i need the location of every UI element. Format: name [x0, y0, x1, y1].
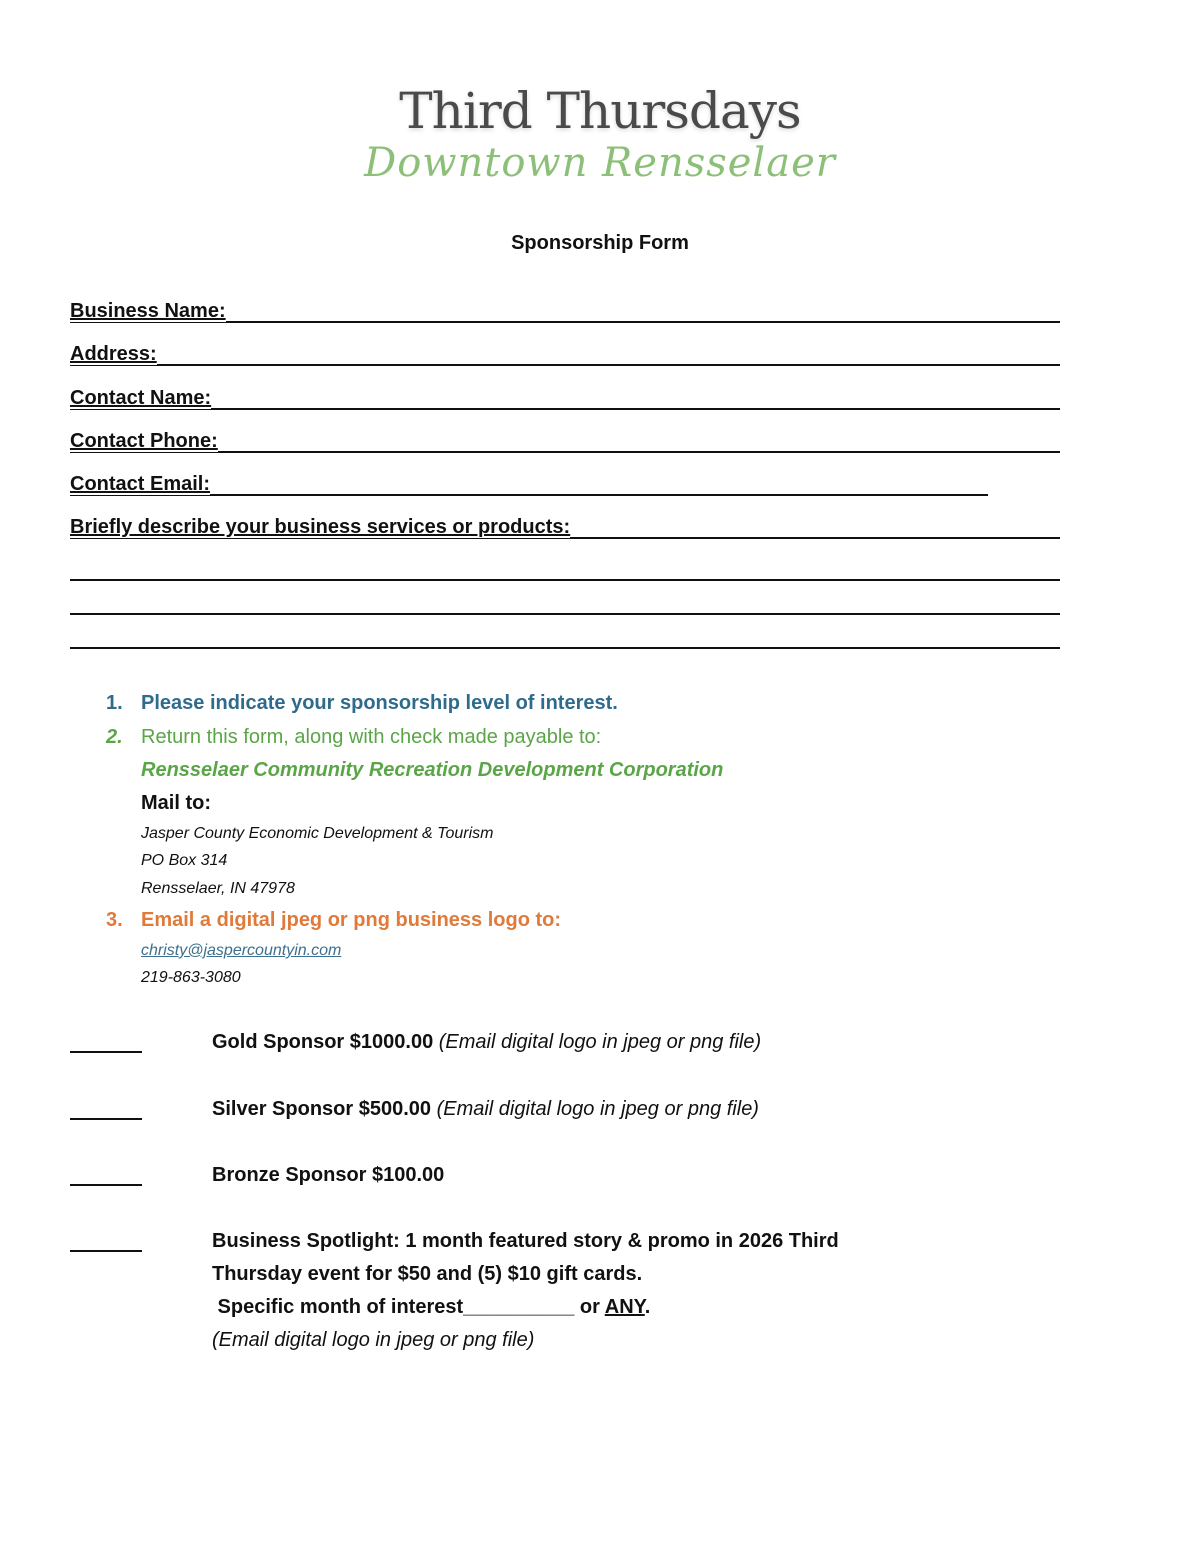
step-2-text: Return this form, along with check made payable to:: [141, 726, 602, 748]
field-label: Business Name:: [70, 300, 226, 322]
month-of-interest[interactable]: Specific month of interest__________ or: [212, 1296, 605, 1318]
contact-email-field[interactable]: [70, 473, 210, 493]
gold-blank[interactable]: [70, 1051, 142, 1053]
sponsor-label: Bronze Sponsor $100.00: [212, 1164, 445, 1186]
address-field[interactable]: [70, 343, 157, 363]
step-1-text: Please indicate your sponsorship level of interest.: [141, 692, 618, 714]
punctuation: .: [644, 1296, 651, 1318]
step-number: 1.: [106, 692, 123, 714]
sponsor-label: Silver Sponsor $500.00: [212, 1098, 432, 1120]
silver-blank[interactable]: [70, 1118, 142, 1120]
page-title: Sponsorship Form: [511, 232, 689, 254]
silver-sponsor: [212, 1093, 759, 1126]
field-label: Briefly describe your business services or products:: [70, 516, 571, 538]
business-name-field[interactable]: [70, 300, 226, 320]
logo-subtitle: Downtown Rensselaer: [364, 140, 836, 186]
field-label: Contact Name:: [70, 387, 212, 409]
field-label: Contact Phone:: [70, 430, 218, 452]
any-option: ANY: [604, 1296, 645, 1318]
field-label: Address:: [70, 343, 157, 365]
address-line: [70, 364, 1060, 366]
address-line-1: Jasper County Economic Development & Tourism: [141, 825, 494, 842]
spotlight-note: (Email digital logo in jpeg or png file): [212, 1329, 535, 1351]
contact-name-field[interactable]: [70, 387, 211, 407]
address-line-2: PO Box 314: [141, 852, 228, 869]
email-link[interactable]: christy@jaspercountyin.com: [141, 942, 342, 959]
field-label: Contact Email:: [70, 473, 211, 495]
spotlight-line: Thursday event for $50 and (5) $10 gift cards.: [212, 1263, 643, 1285]
contact-phone-field[interactable]: [70, 430, 218, 450]
sponsor-label: Gold Sponsor $1000.00: [212, 1031, 434, 1053]
spotlight-blank[interactable]: [70, 1250, 142, 1252]
step-3-text: Email a digital jpeg or png business logo to:: [141, 909, 562, 931]
description-line: [70, 613, 1060, 615]
contact-name-line: [70, 408, 1060, 410]
spotlight-line: Business Spotlight: 1 month featured story & promo in 2026 Third: [212, 1230, 839, 1252]
contact-phone-line: [70, 451, 1060, 453]
sponsor-note: (Email digital logo in jpeg or png file): [436, 1098, 759, 1120]
description-line: [70, 579, 1060, 581]
logo-title: Third Thursdays: [399, 82, 801, 140]
sponsor-note: (Email digital logo in jpeg or png file): [438, 1031, 762, 1053]
mail-to-label: Mail to:: [141, 792, 211, 814]
address-line-3: Rensselaer, IN 47978: [141, 880, 295, 897]
step-number: 3.: [106, 909, 123, 931]
step-number: 2.: [106, 726, 123, 748]
payee-name: Rensselaer Community Recreation Development Corporation: [141, 759, 724, 781]
phone-number: 219-863-3080: [141, 969, 241, 986]
business-spotlight: [212, 1225, 839, 1357]
bronze-sponsor: [212, 1159, 444, 1192]
description-line: [70, 647, 1060, 649]
description-field[interactable]: [70, 516, 570, 536]
bronze-blank[interactable]: [70, 1184, 142, 1186]
gold-sponsor: [212, 1026, 761, 1059]
